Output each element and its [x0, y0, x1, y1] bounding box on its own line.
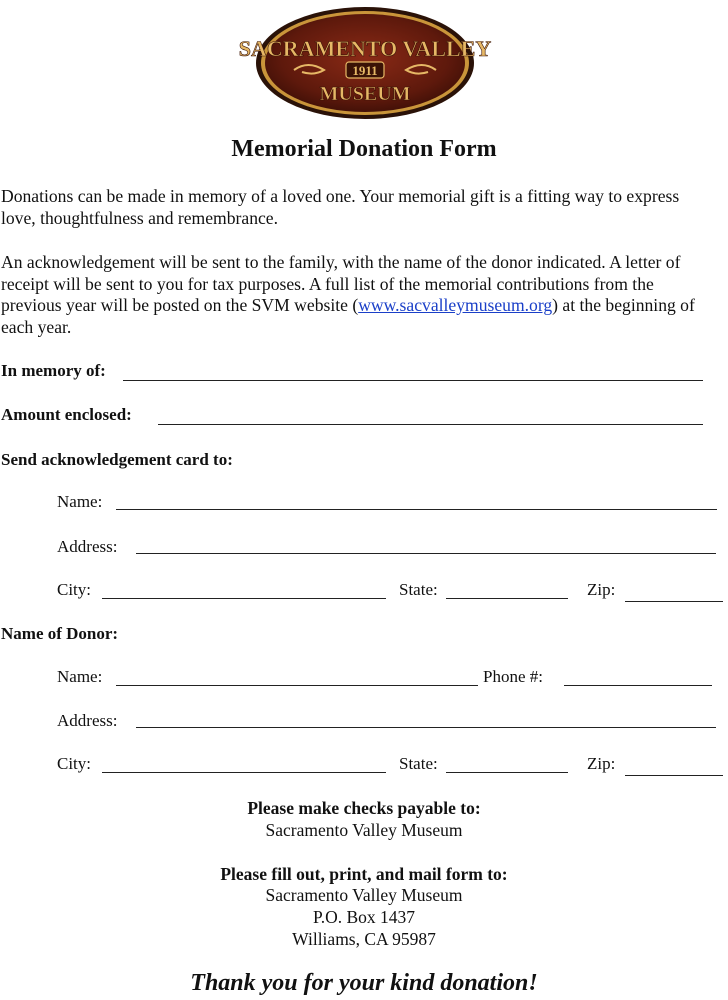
in-memory-of-label: In memory of:	[1, 361, 106, 380]
thank-you-message: Thank you for your kind donation!	[190, 970, 538, 996]
donor-address-line[interactable]	[136, 727, 716, 728]
mail-line-3: Williams, CA 95987	[292, 929, 436, 949]
logo-line1: SACRAMENTO VALLEY	[238, 36, 492, 61]
intro-paragraph-2-end: ) at the beginning of each year.	[1, 295, 695, 337]
send-card-heading: Send acknowledgement card to:	[1, 450, 233, 469]
donor-phone-line[interactable]	[564, 685, 712, 686]
donor-address-label: Address:	[57, 711, 118, 730]
website-link[interactable]: www.sacvalleymuseum.org	[358, 295, 553, 315]
donor-name-label: Name:	[57, 667, 103, 686]
recipient-zip-line[interactable]	[625, 601, 723, 602]
donor-zip-line[interactable]	[625, 775, 723, 776]
recipient-name-line[interactable]	[116, 509, 717, 510]
payable-name: Sacramento Valley Museum	[265, 820, 463, 840]
mail-heading: Please fill out, print, and mail form to:	[220, 864, 508, 884]
recipient-state-line[interactable]	[446, 598, 568, 599]
mail-line-1: Sacramento Valley Museum	[265, 885, 463, 905]
recipient-address-line[interactable]	[136, 553, 716, 554]
recipient-state-label: State:	[399, 580, 438, 599]
form-title: Memorial Donation Form	[231, 136, 497, 162]
recipient-city-label: City:	[57, 580, 92, 599]
logo-year: 1911	[352, 63, 378, 78]
mail-line-2: P.O. Box 1437	[312, 907, 416, 927]
donor-heading: Name of Donor:	[1, 624, 119, 643]
donor-city-label: City:	[57, 754, 92, 773]
recipient-address-label: Address:	[57, 537, 118, 556]
donor-city-line[interactable]	[102, 772, 386, 773]
donor-state-label: State:	[399, 754, 438, 773]
intro-paragraph-2-text: An acknowledgement will be sent to the family, with the name of the donor indicated. A letter of receipt will be sent to you for tax purposes. A full list of the memorial contributions from the previous year will be posted on the SVM website (	[1, 252, 681, 315]
payable-heading: Please make checks payable to:	[247, 798, 481, 818]
recipient-name-label: Name:	[57, 492, 103, 511]
donor-zip-label: Zip:	[587, 754, 616, 773]
intro-paragraph-2	[1, 252, 713, 338]
logo-line2: MUSEUM	[319, 83, 411, 105]
donor-phone-label: Phone #:	[483, 667, 543, 686]
amount-enclosed-line[interactable]	[158, 424, 703, 425]
amount-enclosed-label: Amount enclosed:	[1, 405, 132, 424]
in-memory-of-line[interactable]	[123, 380, 703, 381]
museum-logo	[238, 4, 492, 122]
donor-name-line[interactable]	[116, 685, 478, 686]
recipient-city-line[interactable]	[102, 598, 386, 599]
intro-paragraph-1: Donations can be made in memory of a loved one. Your memorial gift is a fitting way to express love, thoughtfulness and remembrance.	[1, 186, 680, 228]
donor-state-line[interactable]	[446, 772, 568, 773]
recipient-zip-label: Zip:	[587, 580, 616, 599]
logo-emblem	[238, 4, 492, 122]
